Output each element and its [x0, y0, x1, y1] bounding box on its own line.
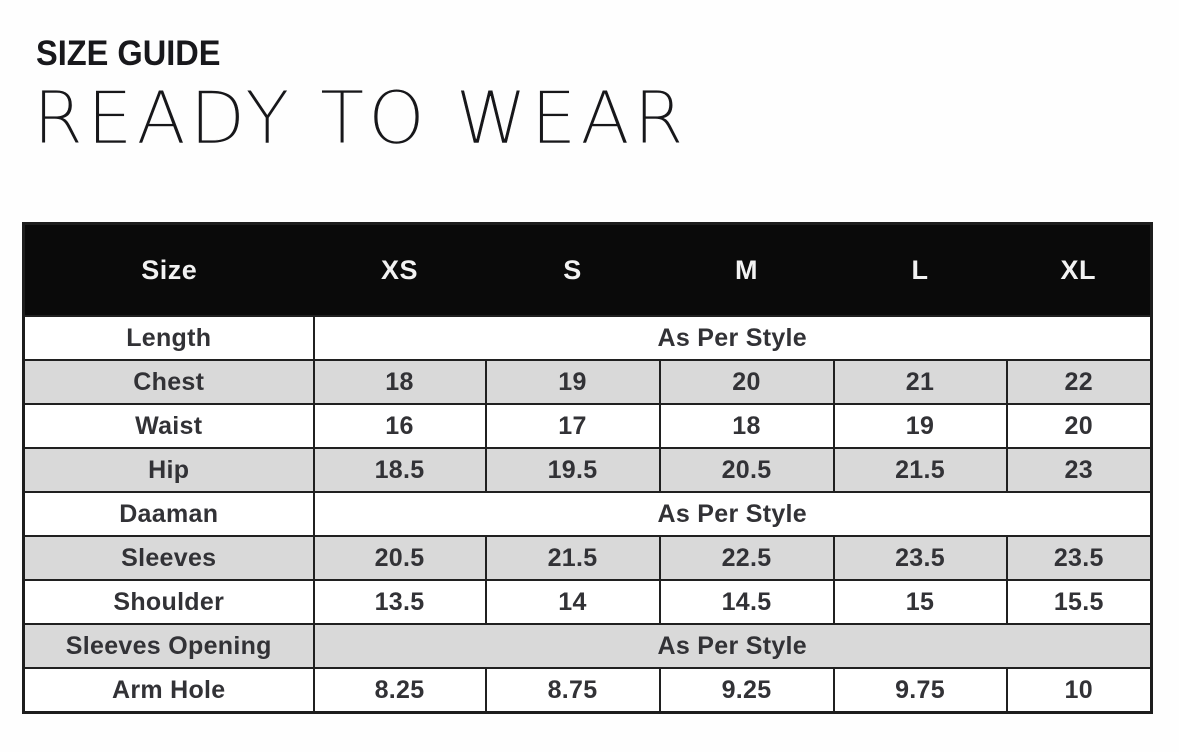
value-cell: 16 [314, 404, 486, 448]
value-cell: 9.25 [660, 668, 834, 713]
table-row-daaman [24, 492, 1152, 536]
value-cell: 23.5 [834, 536, 1007, 580]
value-cell: 19 [486, 360, 660, 404]
value-cell: 20.5 [660, 448, 834, 492]
row-label: Sleeves Opening [24, 624, 314, 668]
row-label: Shoulder [24, 580, 314, 624]
value-cell: 21.5 [486, 536, 660, 580]
merged-value-cell: As Per Style [314, 316, 1152, 360]
row-label: Daaman [24, 492, 314, 536]
value-cell: 14 [486, 580, 660, 624]
value-cell: 19.5 [486, 448, 660, 492]
row-label: Arm Hole [24, 668, 314, 713]
value-cell: 21 [834, 360, 1007, 404]
value-cell: 23.5 [1007, 536, 1152, 580]
column-header-s: S [486, 224, 660, 317]
value-cell: 18 [314, 360, 486, 404]
table-row-hip [24, 448, 1152, 492]
row-label: Waist [24, 404, 314, 448]
value-cell: 23 [1007, 448, 1152, 492]
value-cell: 17 [486, 404, 660, 448]
value-cell: 22.5 [660, 536, 834, 580]
row-label: Length [24, 316, 314, 360]
column-header-size: Size [24, 224, 314, 317]
row-label: Hip [24, 448, 314, 492]
value-cell: 20 [1007, 404, 1152, 448]
value-cell: 21.5 [834, 448, 1007, 492]
value-cell: 8.75 [486, 668, 660, 713]
value-cell: 15.5 [1007, 580, 1152, 624]
row-label: Sleeves [24, 536, 314, 580]
value-cell: 18 [660, 404, 834, 448]
value-cell: 19 [834, 404, 1007, 448]
value-cell: 13.5 [314, 580, 486, 624]
table-header-row [24, 224, 1152, 317]
merged-value-cell: As Per Style [314, 492, 1152, 536]
table-row-length [24, 316, 1152, 360]
value-cell: 20 [660, 360, 834, 404]
value-cell: 8.25 [314, 668, 486, 713]
column-header-xs: XS [314, 224, 486, 317]
value-cell: 20.5 [314, 536, 486, 580]
row-label: Chest [24, 360, 314, 404]
merged-value-cell: As Per Style [314, 624, 1152, 668]
table-row-shoulder [24, 580, 1152, 624]
value-cell: 18.5 [314, 448, 486, 492]
table-row-sleeves [24, 536, 1152, 580]
column-header-m: M [660, 224, 834, 317]
table-row-chest [24, 360, 1152, 404]
value-cell: 14.5 [660, 580, 834, 624]
table-row-sleeves-opening [24, 624, 1152, 668]
value-cell: 15 [834, 580, 1007, 624]
column-header-xl: XL [1007, 224, 1152, 317]
value-cell: 10 [1007, 668, 1152, 713]
value-cell: 9.75 [834, 668, 1007, 713]
table-row-waist [24, 404, 1152, 448]
size-chart-table [22, 222, 1153, 714]
page-title: READY TO WEAR [33, 76, 688, 160]
table-row-arm-hole [24, 668, 1152, 713]
column-header-l: L [834, 224, 1007, 317]
value-cell: 22 [1007, 360, 1152, 404]
size-guide-heading: SIZE GUIDE [36, 34, 221, 73]
